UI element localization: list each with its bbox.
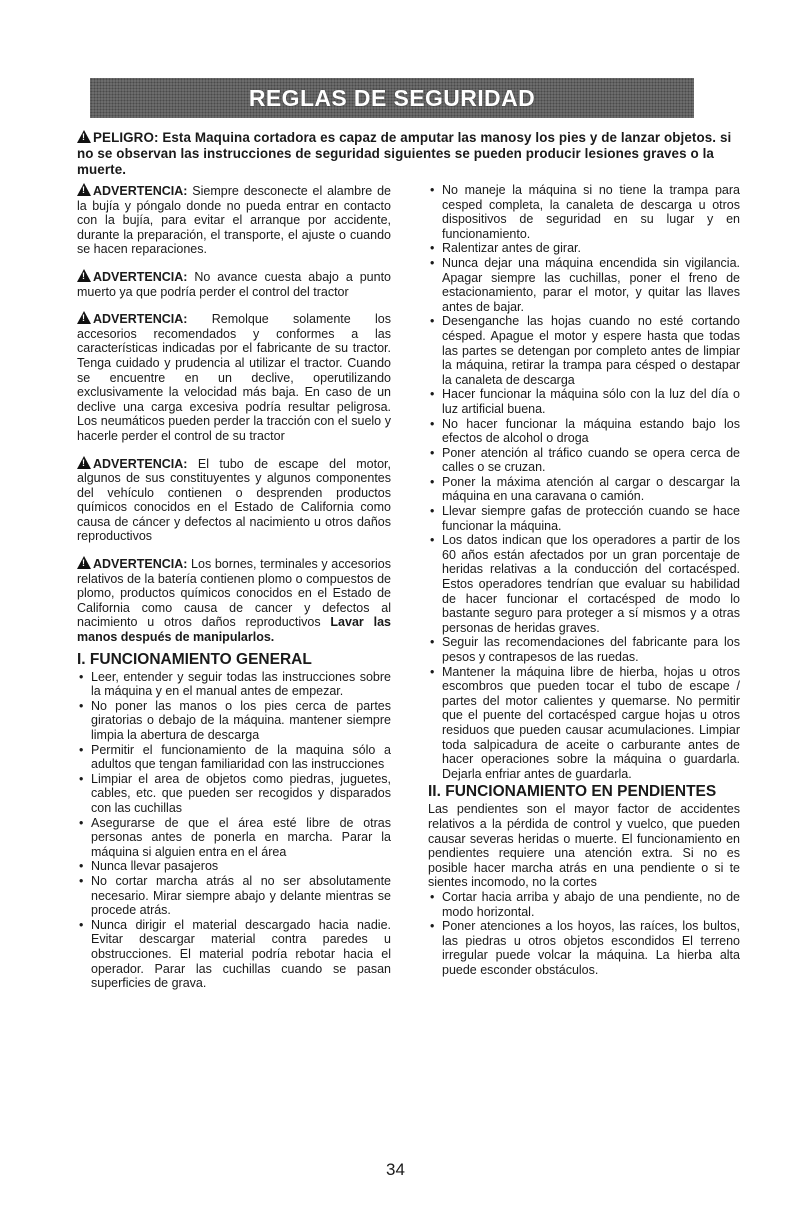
warning-label: ADVERTENCIA: [93, 456, 188, 471]
warning-paragraph [77, 311, 391, 443]
danger-statement [77, 130, 737, 178]
section-heading-general: I. FUNCIONAMIENTO GENERAL [77, 650, 312, 668]
warning-label: ADVERTENCIA: [93, 557, 188, 572]
list-item: • No maneje la máquina si no tiene la trampa para cesped completa, la canaleta de descarga u otros dispositivos de seguridad en su lugar y en funcionamiento. [428, 183, 740, 241]
warning-triangle-icon [77, 183, 91, 196]
list-item: • Los datos indican que los operadores a partir de los 60 años están afectados por un gran porcentaje de heridas relativas a la conducción del cortacésped. Estos operadores tendrían que evaluar su habilidad de hacer funcionar el cortacésped de modo lo bastante seguro para proteger a sí mismos y a otras personas de heridas graves. [428, 533, 740, 635]
warning-paragraph [77, 183, 391, 257]
list-item: • No hacer funcionar la máquina estando bajo los efectos de alcohol o droga [428, 417, 740, 446]
danger-text: Esta Maquina cortadora es capaz de amputar las manosy los pies y de lanzar objetos. si no se observan las instrucciones de seguridad siguientes se pueden producir lesiones graves o la muerte. [77, 130, 732, 177]
list-item: • Nunca dejar una máquina encendida sin vigilancia. Apagar siempre las cuchillas, poner el freno de estacionamiento, parar el motor, y quitar las llaves antes de bajar. [428, 256, 740, 314]
list-item: • Nunca llevar pasajeros [77, 859, 391, 874]
warning-paragraph [77, 269, 391, 299]
left-column [77, 183, 391, 991]
warning-text: Siempre desconecte el alambre de la bujía y póngalo donde no pueda entrar en contacto con la bujía, para evitar el arranque por accidente, durante la preparación, el transporte, el ajuste o cuando se hacen reparaciones. [77, 184, 391, 257]
list-item: • Desenganche las hojas cuando no esté cortando césped. Apague el motor y espere hasta que todas las partes se detengan por completo antes de limpiar la máquina, retirar la trampa para césped o destapar la canaleta de descarga [428, 314, 740, 387]
list-item: • Leer, entender y seguir todas las instrucciones sobre la máquina y en el manual antes de empezar. [77, 670, 391, 699]
list-item: • No poner las manos o los pies cerca de partes giratorias o debajo de la máquina. mantener siempre limpia la abertura de descarga [77, 699, 391, 743]
page-number: 34 [386, 1160, 405, 1179]
section-banner [90, 78, 694, 118]
list-item: • Mantener la máquina libre de hierba, hojas u otros escombros que pueden tocar el tubo de escape / partes del motor calientes y quemarse. No permitir que el puente del cortacésped cargue hojas u otros residuos que pueden causar acumulaciones. Limpiar toda salpicadura de aceite o carburante antes de hacer operaciones sobre la máquina o guardarla. Dejarla enfriar antes de guardarla. [428, 665, 740, 782]
list-item: • Hacer funcionar la máquina sólo con la luz del día o luz artificial buena. [428, 387, 740, 416]
warning-bold-tail: Lavar las manos después de manipularlos. [77, 615, 391, 645]
warning-triangle-icon [77, 456, 91, 469]
list-item: • Poner la máxima atención al cargar o descargar la máquina en una caravana o camión. [428, 475, 740, 504]
warning-label: ADVERTENCIA: [93, 312, 188, 327]
list-item: • Poner atenciones a los hoyos, las raíces, los bultos, las piedras u otros objetos escondidos El terreno irregular puede volcar la máquina. La hierba alta puede esconder obstáculos. [428, 919, 740, 977]
warning-triangle-icon [77, 269, 91, 282]
warning-paragraph [77, 556, 391, 645]
list-item: • Permitir el funcionamiento de la maquina sólo a adultos que tengan familiaridad con las instrucciones [77, 743, 391, 772]
warning-paragraph [77, 456, 391, 545]
list-item: • Poner atención al tráfico cuando se opera cerca de calles o se cruzan. [428, 446, 740, 475]
list-item: • Limpiar el area de objetos como piedras, juguetes, cables, etc. que pueden ser recogidos y disparados con las cuchillas [77, 772, 391, 816]
list-item: • Nunca dirigir el material descargado hacia nadie. Evitar descargar material contra paredes u obstrucciones. El material podría rebotar hacia el operador. Parar las cuchillas cuando se pasan superficies de grava. [77, 918, 391, 991]
safety-rules-list [428, 183, 740, 781]
list-item: • Asegurarse de que el área esté libre de otras personas antes de ponerla en marcha. Parar la máquina si alguien entra en el área [77, 816, 391, 860]
list-item: • Ralentizar antes de girar. [428, 241, 740, 256]
list-item: • No cortar marcha atrás al no ser absolutamente necesario. Mirar siempre abajo y delante mientras se procede atrás. [77, 874, 391, 918]
warning-label: ADVERTENCIA: [93, 184, 188, 198]
list-item: • Cortar hacia arriba y abajo de una pendiente, no de modo horizontal. [428, 890, 740, 919]
page-title: REGLAS DE SEGURIDAD [248, 84, 536, 111]
right-column [428, 183, 740, 977]
slopes-intro: Las pendientes son el mayor factor de accidentes relativos a la pérdida de control y vuelco, que pueden causar severas heridas o muerte. El funcionamiento en pendientes requiere una atención extra. Si no es posible hacer marcha atrás en una pendiente o si te sientes incomodo, no la cortes [428, 802, 740, 890]
list-item: • Seguir las recomendaciones del fabricante para los pesos y contrapesos de las ruedas. [428, 635, 740, 664]
warning-triangle-icon [77, 556, 91, 569]
warning-triangle-icon [77, 311, 91, 324]
slopes-list [428, 890, 740, 978]
warning-label: ADVERTENCIA: [93, 269, 188, 284]
danger-label: PELIGRO: [93, 130, 159, 145]
warning-triangle-icon [77, 130, 91, 143]
section-heading-slopes: II. FUNCIONAMIENTO EN PENDIENTES [428, 783, 717, 801]
warning-text: Remolque solamente los accesorios recomendados y conformes a las características indicadas por el fabricante de su tractor. Tenga cuidado y prudencia al utilizar el tractor. Cuando se encuentre en un declive, operutilizando exclusivamente la velocidad más baja. En caso de un declive una carga excesiva podría resultar peligrosa. Los neumáticos pueden perder la tracción con el suelo y hacerle perder el control de su tractor [77, 312, 391, 443]
warning-text: El tubo de escape del motor, algunos de sus constituyentes y algunos componentes del vehículo contienen o desprenden productos químicos conocidos en el Estado de California como causa de cáncer y defectos al nacimiento u otros daños reproductivos [77, 456, 391, 544]
list-item: • Llevar siempre gafas de protección cuando se hace funcionar la máquina. [428, 504, 740, 533]
general-operation-list [77, 670, 391, 991]
warning-text: Los bornes, terminales y accesorios relativos de la batería contienen plomo o compuestos de plomo, productos químicos conocidos en el Estado de California como causa de cancer y defectos al nacimiento u otros daños reproductivos [77, 557, 391, 630]
warning-text: No avance cuesta abajo a punto muerto ya que podría perder el control del tractor [77, 269, 391, 299]
